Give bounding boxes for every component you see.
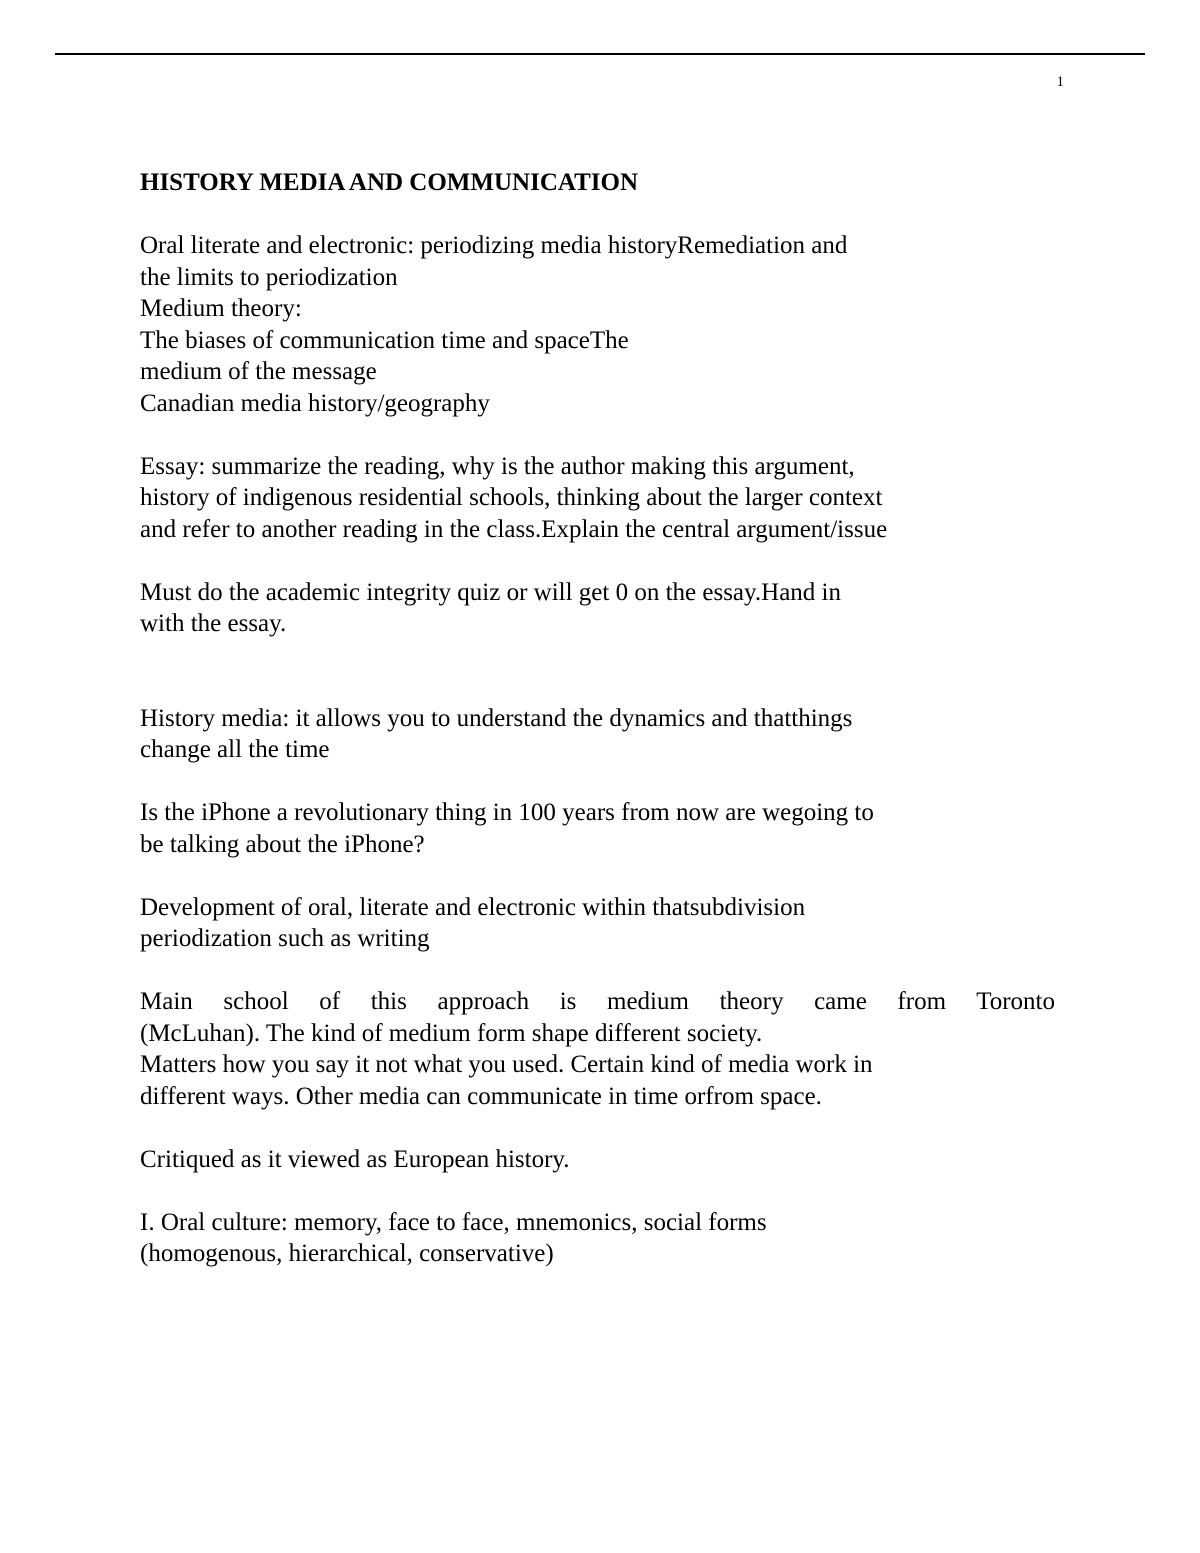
text-line: Main school of this approach is medium theory came from Toronto — [140, 988, 1055, 1015]
text-line: (homogenous, hierarchical, conservative) — [140, 1240, 554, 1267]
text-line: Medium theory: — [140, 295, 302, 322]
oral-culture-paragraph — [140, 1207, 1055, 1270]
history-media-paragraph — [140, 703, 1055, 766]
text-line: and refer to another reading in the class.Explain the central argument/issue — [140, 515, 888, 543]
text-line: history of indigenous residential schools, thinking about the larger context — [140, 484, 883, 511]
text-line: Must do the academic integrity quiz or will get 0 on the essay.Hand in — [140, 578, 841, 606]
page-number: 1 — [1056, 74, 1064, 90]
main-school-paragraph — [140, 986, 1055, 1112]
text-line: The biases of communication time and spaceThe — [140, 326, 629, 354]
text-line: Essay: summarize the reading, why is the author making this argument, — [140, 452, 855, 480]
document-body — [140, 167, 1055, 1270]
text-line: Canadian media history/geography — [140, 389, 490, 417]
topics-paragraph — [140, 230, 1055, 419]
text-line: be talking about the iPhone? — [140, 830, 425, 858]
text-line: the limits to periodization — [140, 263, 398, 291]
iphone-paragraph — [140, 797, 1055, 860]
text-line: Is the iPhone a revolutionary thing in 100 years from now are wegoing to — [140, 799, 874, 826]
text-line: change all the time — [140, 736, 330, 763]
text-line: (McLuhan). The kind of medium form shape different society. — [140, 1019, 763, 1047]
text-line: different ways. Other media can communicate in time orfrom space. — [140, 1082, 822, 1110]
quiz-paragraph — [140, 577, 1055, 640]
text-line: Oral literate and electronic: periodizing media historyRemediation and — [140, 232, 848, 259]
text-line: medium of the message — [140, 358, 377, 385]
critiqued-paragraph — [140, 1144, 1055, 1176]
essay-paragraph — [140, 451, 1055, 546]
text-line: I. Oral culture: memory, face to face, mnemonics, social forms — [140, 1208, 767, 1236]
development-paragraph — [140, 892, 1055, 955]
document-title: HISTORY MEDIA AND COMMUNICATION — [140, 169, 638, 196]
text-line: Matters how you say it not what you used. Certain kind of media work in — [140, 1051, 873, 1078]
header-rule — [55, 53, 1145, 55]
text-line: Critiqued as it viewed as European history. — [140, 1145, 570, 1173]
text-line: Development of oral, literate and electronic within thatsubdivision — [140, 893, 806, 921]
text-line: with the essay. — [140, 610, 287, 637]
text-line: periodization such as writing — [140, 925, 430, 952]
text-line: History media: it allows you to understand the dynamics and thatthings — [140, 704, 853, 732]
